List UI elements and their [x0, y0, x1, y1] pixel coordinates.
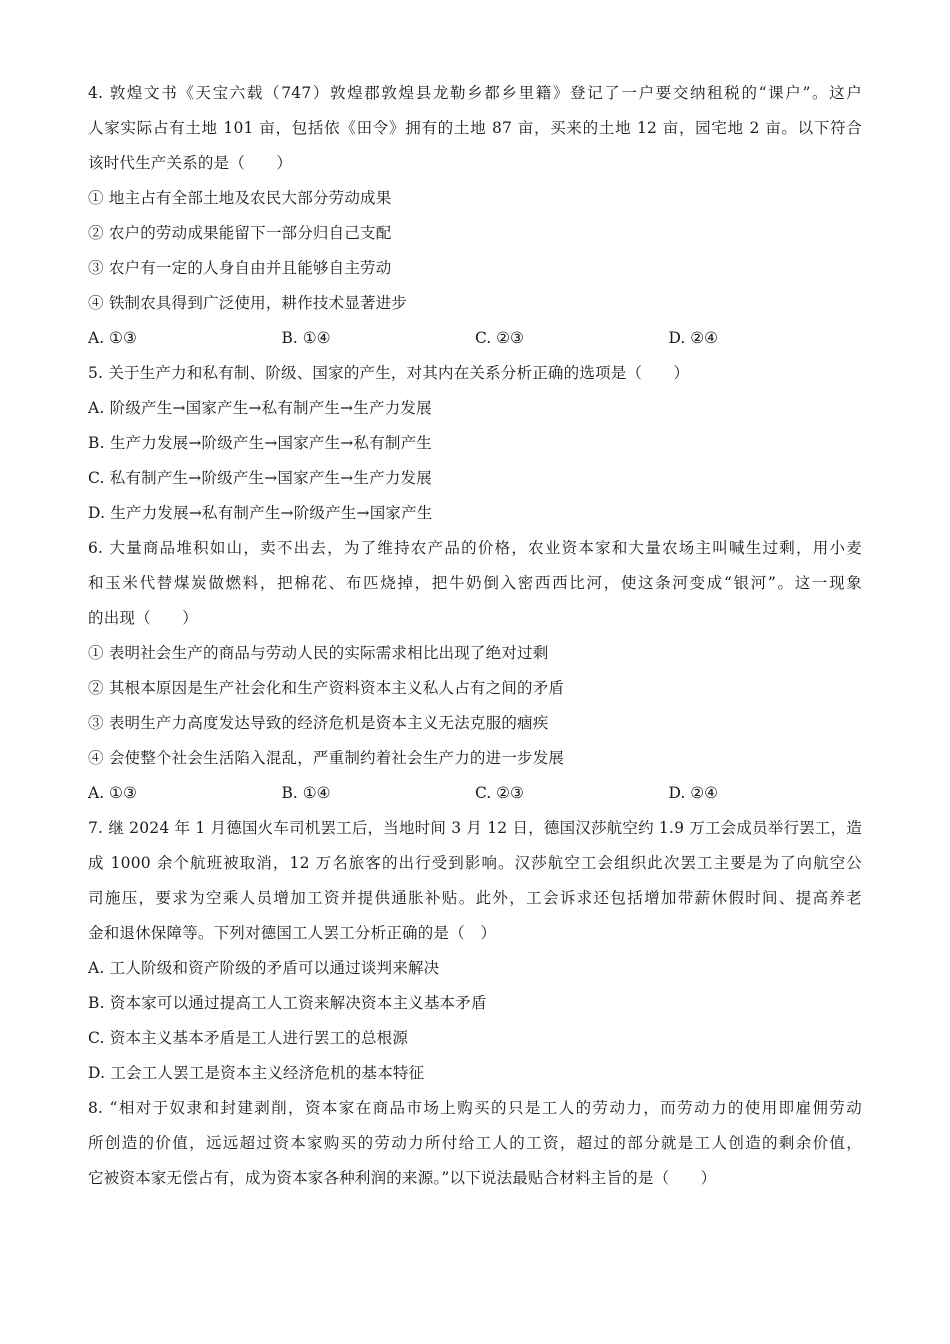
question-7 [88, 811, 862, 1091]
question-4 [88, 76, 862, 356]
statement-item: ③ 表明生产力高度发达导致的经济危机是资本主义无法克服的痼疾 [88, 714, 549, 732]
choice-b[interactable]: B. ①④ [281, 784, 331, 802]
choice-a[interactable]: A. ①③ [88, 784, 137, 802]
statement-item: ④ 铁制农具得到广泛使用，耕作技术显著进步 [88, 294, 408, 312]
choice-d[interactable]: D. 生产力发展→私有制产生→阶级产生→国家产生 [88, 504, 433, 522]
choice-c[interactable]: C. 私有制产生→阶级产生→国家产生→生产力发展 [88, 469, 432, 487]
statement-item: ① 表明社会生产的商品与劳动人民的实际需求相比出现了绝对过剩 [88, 644, 549, 662]
question-6 [88, 531, 862, 811]
choice-d[interactable]: D. ②④ [668, 784, 719, 802]
exam-content [88, 76, 862, 1196]
question-stem-line: 的出现（ ） [88, 609, 198, 627]
choice-a[interactable]: A. 阶级产生→国家产生→私有制产生→生产力发展 [88, 399, 432, 417]
question-5 [88, 356, 862, 531]
question-8 [88, 1091, 862, 1196]
question-stem-line: 5. 关于生产力和私有制、阶级、国家的产生，对其内在关系分析正确的选项是（ ） [88, 364, 690, 382]
question-stem-line: 该时代生产关系的是（ ） [88, 154, 293, 172]
question-stem-line: 成 1000 余个航班被取消，12 万名旅客的出行受到影响。汉莎航空工会组织此次罢工主要是为了向航空公 [88, 854, 862, 872]
question-stem-line: 7. 继 2024 年 1 月德国火车司机罢工后，当地时间 3 月 12 日，德国汉莎航空约 1.9 万工会成员举行罢工，造 [88, 819, 862, 837]
choice-row [88, 776, 862, 811]
question-stem-line: 人家实际占有土地 101 亩，包括依《田令》拥有的土地 87 亩，买来的土地 12 亩，园宅地 2 亩。以下符合 [88, 119, 862, 137]
choice-row [88, 321, 862, 356]
choice-c[interactable]: C. ②③ [475, 784, 524, 802]
question-stem-line: 它被资本家无偿占有，成为资本家各种利润的来源。”以下说法最贴合材料主旨的是（ ） [88, 1169, 717, 1187]
choice-d[interactable]: D. 工会工人罢工是资本主义经济危机的基本特征 [88, 1064, 425, 1082]
choice-a[interactable]: A. ①③ [88, 329, 137, 347]
question-stem-line: 6. 大量商品堆积如山，卖不出去，为了维持农产品的价格，农业资本家和大量农场主叫喊生过剩，用小麦 [88, 539, 862, 557]
choice-d[interactable]: D. ②④ [668, 329, 719, 347]
statement-item: ③ 农户有一定的人身自由并且能够自主劳动 [88, 259, 392, 277]
choice-b[interactable]: B. 生产力发展→阶级产生→国家产生→私有制产生 [88, 434, 433, 452]
question-stem-line: 司施压，要求为空乘人员增加工资并提供通胀补贴。此外，工会诉求还包括增加带薪休假时间、提高养老 [88, 889, 862, 907]
choice-c[interactable]: C. ②③ [475, 329, 524, 347]
question-stem-line: 4. 敦煌文书《天宝六载（747）敦煌郡敦煌县龙勒乡都乡里籍》登记了一户要交纳租税的“课户”。这户 [88, 84, 862, 102]
choice-a[interactable]: A. 工人阶级和资产阶级的矛盾可以通过谈判来解决 [88, 959, 440, 977]
choice-b[interactable]: B. 资本家可以通过提高工人工资来解决资本主义基本矛盾 [88, 994, 487, 1012]
statement-item: ① 地主占有全部土地及农民大部分劳动成果 [88, 189, 392, 207]
question-stem-line: 所创造的价值，远远超过资本家购买的劳动力所付给工人的工资，超过的部分就是工人创造的剩余价值， [88, 1134, 862, 1152]
question-stem-line: 和玉米代替煤炭做燃料，把棉花、布匹烧掉，把牛奶倒入密西西比河，使这条河变成“银河”。这一现象 [88, 574, 862, 592]
question-stem-line: 8. “相对于奴隶和封建剥削，资本家在商品市场上购买的只是工人的劳动力，而劳动力的使用即雇佣劳动 [88, 1099, 862, 1117]
statement-item: ② 农户的劳动成果能留下一部分归自己支配 [88, 224, 392, 242]
statement-item: ② 其根本原因是生产社会化和生产资料资本主义私人占有之间的矛盾 [88, 679, 565, 697]
question-stem-line: 金和退休保障等。下列对德国工人罢工分析正确的是（ ） [88, 924, 497, 942]
choice-c[interactable]: C. 资本主义基本矛盾是工人进行罢工的总根源 [88, 1029, 409, 1047]
choice-b[interactable]: B. ①④ [281, 329, 331, 347]
statement-item: ④ 会使整个社会生活陷入混乱，严重制约着社会生产力的进一步发展 [88, 749, 565, 767]
